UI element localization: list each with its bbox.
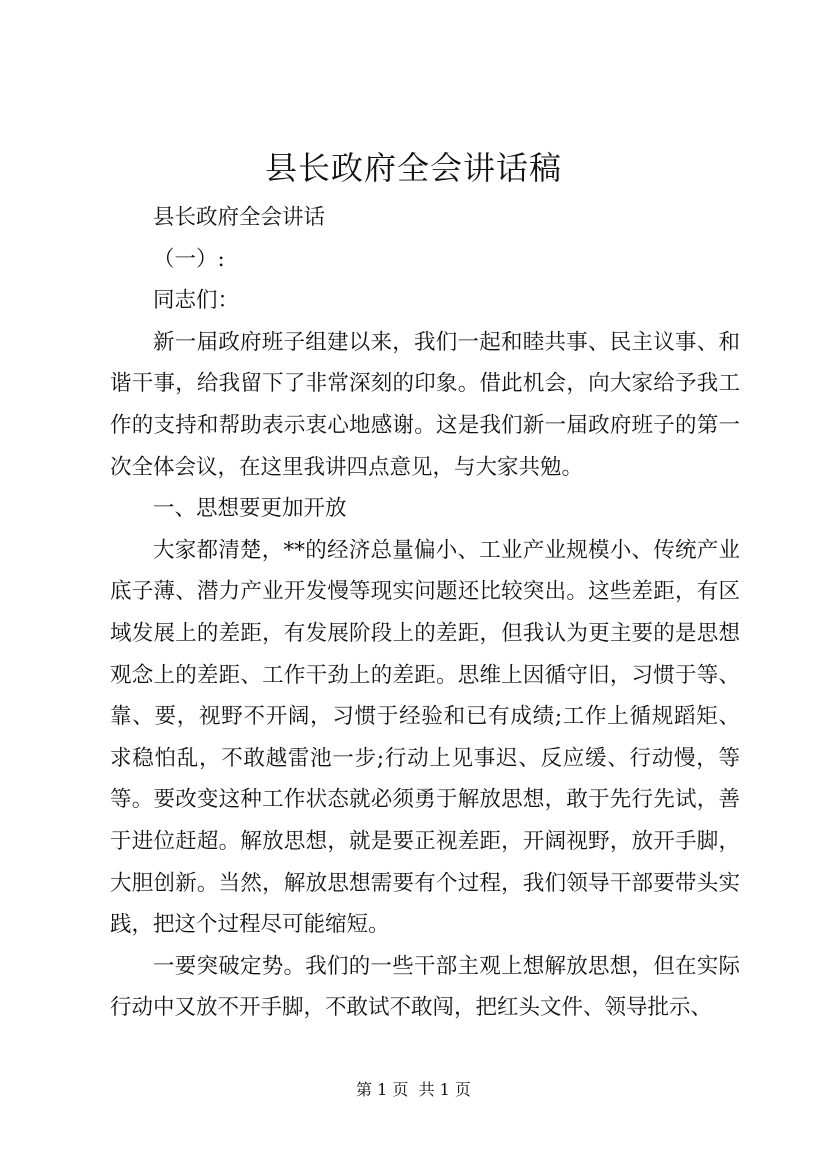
paragraph-subtitle: 县长政府全会讲话 [153,205,326,230]
page-footer: 第 1 页 共 1 页 [356,1080,471,1099]
document-body [110,197,740,1029]
document-title: 县长政府全会讲话稿 [264,149,562,187]
section-heading: 一、思想要更加开放 [153,496,347,522]
paragraph-body-continued: 一要突破定势。我们的一些干部主观上想解放思想，但在实际行动中又放不开手脚，不敢试不敢闯，把红头文件、领导批示、 [110,953,740,1021]
paragraph-salutation: 同志们： [153,288,240,314]
paragraph-body: 大家都清楚，**的经济总量偏小、工业产业规模小、传统产业底子薄、潜力产业开发慢等现实问题还比较突出。这些差距，有区域发展上的差距，有发展阶段上的差距，但我认为更主要的是思想观念上的差距、工作干劲上的差距。思维上因循守旧，习惯于等、靠、要，视野不开阔，习惯于经验和已有成绩;工作上循规蹈矩、求稳怕乱，不敢越雷池一步;行动上见事迟、反应缓、行动慢，等等。要改变这种工作状态就必须勇于解放思想，敢于先行先试，善于进位赶超。解放思想，就是要正视差距，开阔视野，放开手脚，大胆创新。当然，解放思想需要有个过程，我们领导干部要带头实践，把这个过程尽可能缩短。 [110,537,740,938]
paragraph-intro: 新一届政府班子组建以来，我们一起和睦共事、民主议事、和谐干事，给我留下了非常深刻的印象。借此机会，向大家给予我工作的支持和帮助表示衷心地感谢。这是我们新一届政府班子的第一次全体会议，在这里我讲四点意见，与大家共勉。 [110,329,740,480]
paragraph-section-number: （一）: [153,246,225,272]
